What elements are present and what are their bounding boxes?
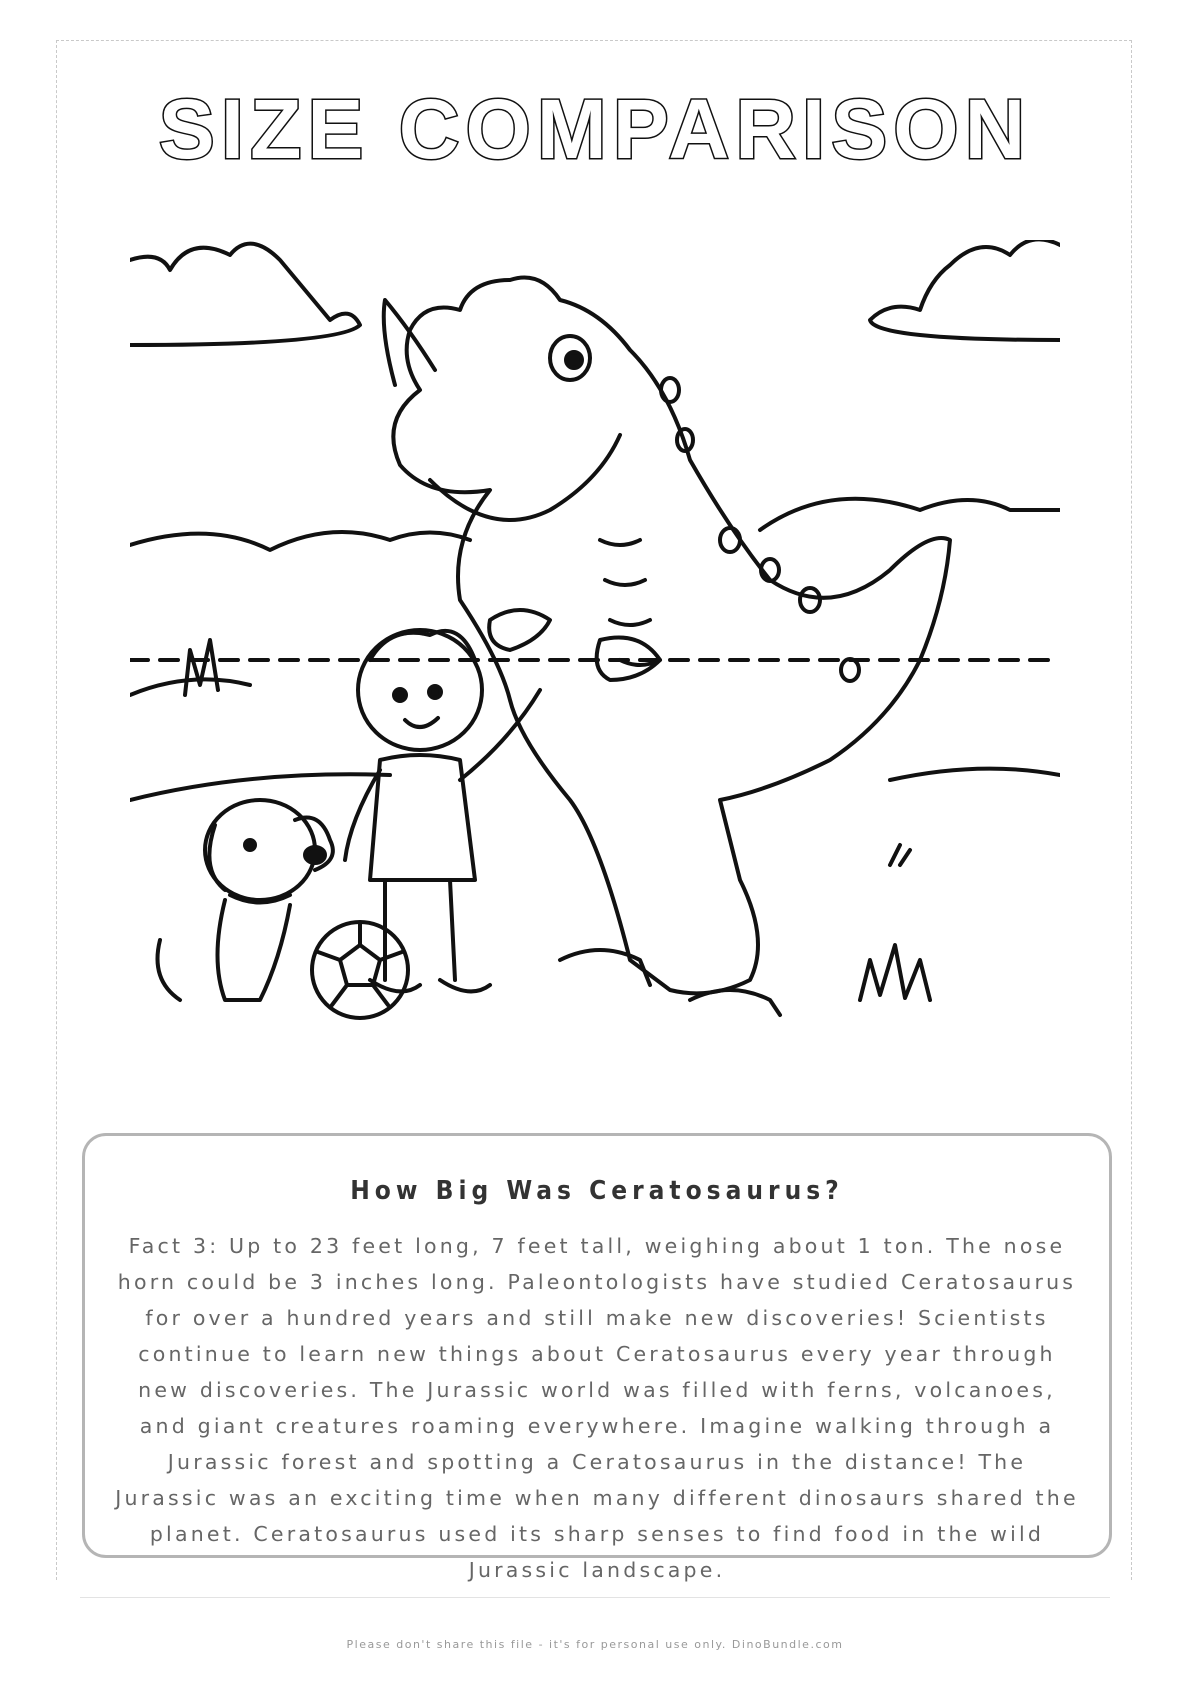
soccer-ball xyxy=(312,922,408,1018)
fact-box xyxy=(82,1133,1112,1582)
grass-right xyxy=(860,945,930,1000)
puppy xyxy=(158,800,333,1000)
hills xyxy=(130,499,1060,550)
grass-left xyxy=(185,640,218,695)
dinosaur-arm-left xyxy=(489,610,550,650)
dinosaur-mouth xyxy=(430,435,620,520)
footer-divider xyxy=(80,1597,1110,1598)
fact-body: Fact 3: Up to 23 feet long, 7 feet tall, weighing about 1 ton. The nose horn could be 3 inches long. Paleontologists have studied Ceratosaurus for over a hundred years and still make new discoveries! Scientists continue to learn new things about Ceratosaurus every year through new discoveries. The Jurassic world was filled with ferns, volcanoes, and giant creatures roaming everywhere. Imagine walking through a Jurassic forest and spotting a Ceratosaurus in the distance! The Jurassic was an exciting time when many different dinosaurs shared the planet. Ceratosaurus used its sharp senses to find food in the wild Jurassic landscape. xyxy=(115,1234,1079,1582)
cloud-left xyxy=(130,244,360,345)
ground xyxy=(130,679,1060,800)
dinosaur xyxy=(393,278,950,994)
footer-note: Please don't share this file - it's for personal use only. DinoBundle.com xyxy=(346,1638,844,1651)
boy xyxy=(345,630,540,991)
fact-heading: How Big Was Ceratosaurus? xyxy=(350,1176,844,1206)
coloring-illustration xyxy=(130,240,1060,1100)
cloud-right xyxy=(870,240,1060,340)
grass-sprout xyxy=(890,845,910,865)
page-title xyxy=(0,82,1190,172)
outlined-title xyxy=(0,82,1190,172)
title-text: SIZE COMPARISON xyxy=(158,82,1032,172)
